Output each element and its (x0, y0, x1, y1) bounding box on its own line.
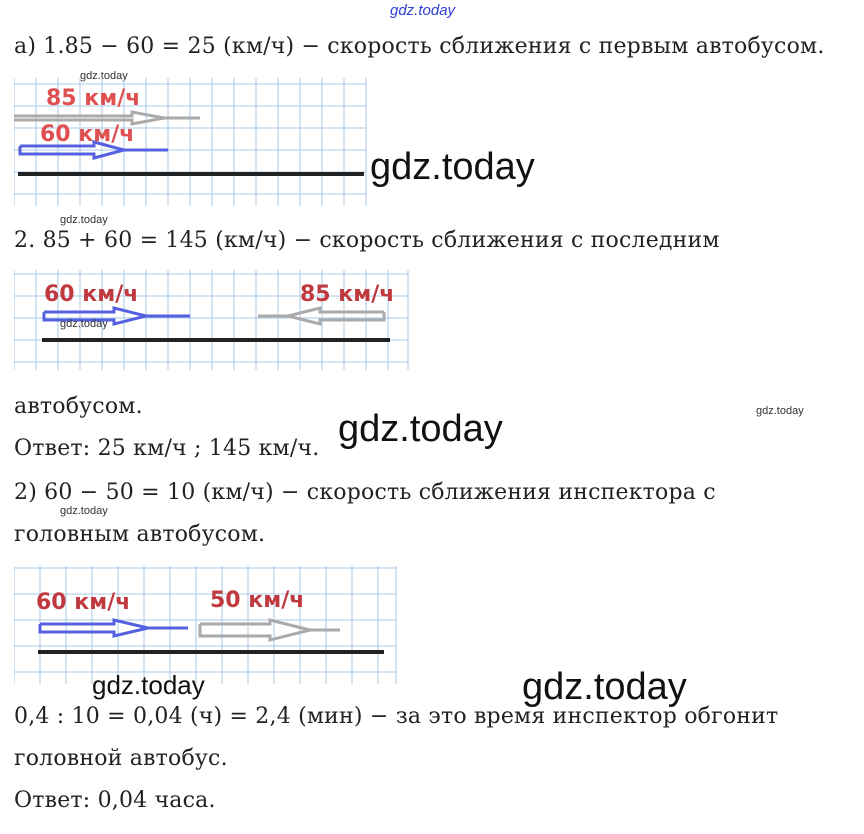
blue-arrow-3 (40, 620, 188, 636)
speed-label-60-b: 60 км/ч (44, 282, 139, 307)
text-line-9: Ответ: 0,04 часа. (14, 788, 216, 813)
speed-label-60: 60 км/ч (40, 122, 135, 147)
watermark-small-5: gdz.today (60, 505, 108, 517)
watermark-small-3: gdz.today (60, 318, 108, 330)
watermark-small-2: gdz.today (60, 214, 108, 226)
watermark-small-1: gdz.today (80, 70, 128, 82)
text-line-4: Ответ: 25 км/ч ; 145 км/ч. (14, 436, 320, 461)
text-line-7: 0,4 : 10 = 0,04 (ч) = 2,4 (мин) − за это время инспектор обгонит (14, 704, 779, 729)
text-line-6: головным автобусом. (14, 522, 266, 547)
watermark-small-4: gdz.today (756, 405, 804, 417)
speed-label-85-b: 85 км/ч (300, 282, 395, 307)
watermark-top: gdz.today (390, 2, 456, 19)
watermark-big-3: gdz.today (92, 670, 205, 700)
text-line-3: автобусом. (14, 394, 143, 419)
watermark-big-4: gdz.today (522, 666, 687, 708)
diagram-3 (14, 566, 398, 684)
gray-arrow-2 (258, 308, 384, 324)
speed-label-60-c: 60 км/ч (36, 590, 131, 615)
watermark-big-2: gdz.today (338, 408, 503, 450)
text-line-8: головной автобус. (14, 746, 228, 771)
speed-label-85: 85 км/ч (46, 86, 141, 111)
text-line-1: а) 1.85 − 60 = 25 (км/ч) − скорость сближения с первым автобусом. (14, 34, 825, 59)
speed-label-50: 50 км/ч (210, 588, 305, 613)
text-line-5: 2) 60 − 50 = 10 (км/ч) − скорость сближения инспектора с (14, 480, 716, 505)
watermark-big-1: gdz.today (370, 146, 535, 188)
gray-arrow-3 (200, 620, 340, 640)
text-line-2: 2. 85 + 60 = 145 (км/ч) − скорость сближения с последним (14, 228, 720, 253)
